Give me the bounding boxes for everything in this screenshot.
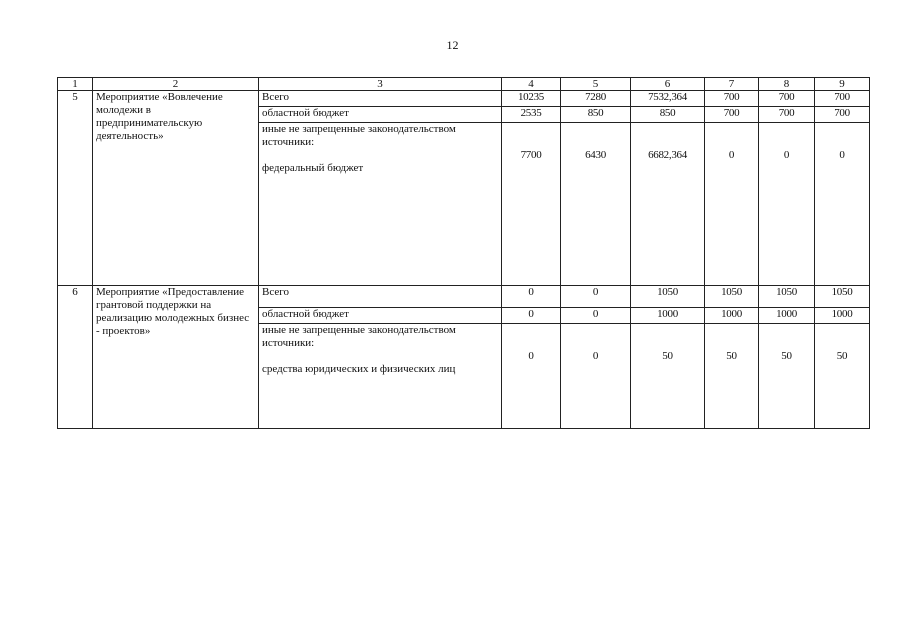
- value-cell: 1000: [815, 308, 870, 324]
- value-cell: 0: [561, 308, 631, 324]
- value-cell: [561, 123, 631, 286]
- value-text: 7700: [520, 149, 542, 161]
- value-cell: 700: [815, 107, 870, 123]
- value-cell: 700: [759, 107, 815, 123]
- value-cell: [815, 324, 870, 429]
- value-cell: [502, 324, 561, 429]
- value-cell: [759, 123, 815, 286]
- header-cell: 9: [815, 78, 870, 91]
- value-text: 6682,364: [648, 149, 687, 161]
- header-cell: 6: [631, 78, 705, 91]
- value-cell: 700: [705, 107, 759, 123]
- value-cell: 7280: [561, 91, 631, 107]
- value-cell: 10235: [502, 91, 561, 107]
- value-cell: [815, 123, 870, 286]
- value-cell: 1000: [705, 308, 759, 324]
- row-number: 6: [58, 286, 93, 429]
- value-cell: 0: [502, 308, 561, 324]
- header-cell: 2: [93, 78, 259, 91]
- value-text: 6430: [585, 149, 606, 161]
- table-row: [58, 286, 870, 308]
- source-name: средства юридических и физических лиц: [262, 363, 456, 375]
- event-name: Мероприятие «Вовлечение молодежи в предпринимательскую деятельность»: [93, 91, 259, 286]
- value-cell: [631, 123, 705, 286]
- value-cell: [759, 324, 815, 429]
- value-text: 0: [783, 149, 790, 161]
- value-text: 0: [592, 350, 599, 362]
- value-cell: 700: [759, 91, 815, 107]
- value-cell: [561, 324, 631, 429]
- value-cell: 1050: [631, 286, 705, 308]
- value-cell: 1050: [705, 286, 759, 308]
- value-cell: 7532,364: [631, 91, 705, 107]
- value-text: 0: [728, 149, 735, 161]
- header-cell: 3: [259, 78, 502, 91]
- value-cell: 2535: [502, 107, 561, 123]
- source-cell: Всего: [259, 91, 502, 107]
- value-cell: [705, 324, 759, 429]
- header-row: [58, 78, 870, 91]
- value-text: 0: [528, 350, 534, 362]
- value-cell: 850: [561, 107, 631, 123]
- source-note: иные не запрещенные законодательством источники:: [262, 123, 456, 148]
- value-cell: 1050: [815, 286, 870, 308]
- value-cell: 700: [815, 91, 870, 107]
- source-cell: областной бюджет: [259, 107, 502, 123]
- row-number: 5: [58, 91, 93, 286]
- value-cell: 850: [631, 107, 705, 123]
- value-cell: 700: [705, 91, 759, 107]
- table-row: [58, 91, 870, 107]
- source-cell: [259, 123, 502, 286]
- value-text: 50: [781, 350, 792, 362]
- value-cell: 1000: [631, 308, 705, 324]
- header-cell: 7: [705, 78, 759, 91]
- value-cell: [631, 324, 705, 429]
- value-cell: [502, 123, 561, 286]
- source-name: федеральный бюджет: [262, 162, 364, 174]
- value-text: 50: [726, 350, 737, 362]
- value-text: 50: [662, 350, 673, 362]
- event-name: Мероприятие «Предоставление грантовой поддержки на реализацию молодежных бизнес - проектов»: [93, 286, 259, 429]
- value-cell: 1050: [759, 286, 815, 308]
- header-cell: 5: [561, 78, 631, 91]
- page-number: 12: [446, 38, 459, 52]
- header-cell: 8: [759, 78, 815, 91]
- source-note: иные не запрещенные законодательством источники:: [262, 324, 456, 349]
- source-cell: [259, 324, 502, 429]
- value-cell: 0: [502, 286, 561, 308]
- value-cell: 1000: [759, 308, 815, 324]
- value-cell: [705, 123, 759, 286]
- value-text: 0: [839, 149, 845, 161]
- value-text: 50: [836, 350, 848, 362]
- header-cell: 1: [58, 78, 93, 91]
- value-cell: 0: [561, 286, 631, 308]
- budget-table: [57, 77, 870, 429]
- source-cell: областной бюджет: [259, 308, 502, 324]
- source-cell: Всего: [259, 286, 502, 308]
- header-cell: 4: [502, 78, 561, 91]
